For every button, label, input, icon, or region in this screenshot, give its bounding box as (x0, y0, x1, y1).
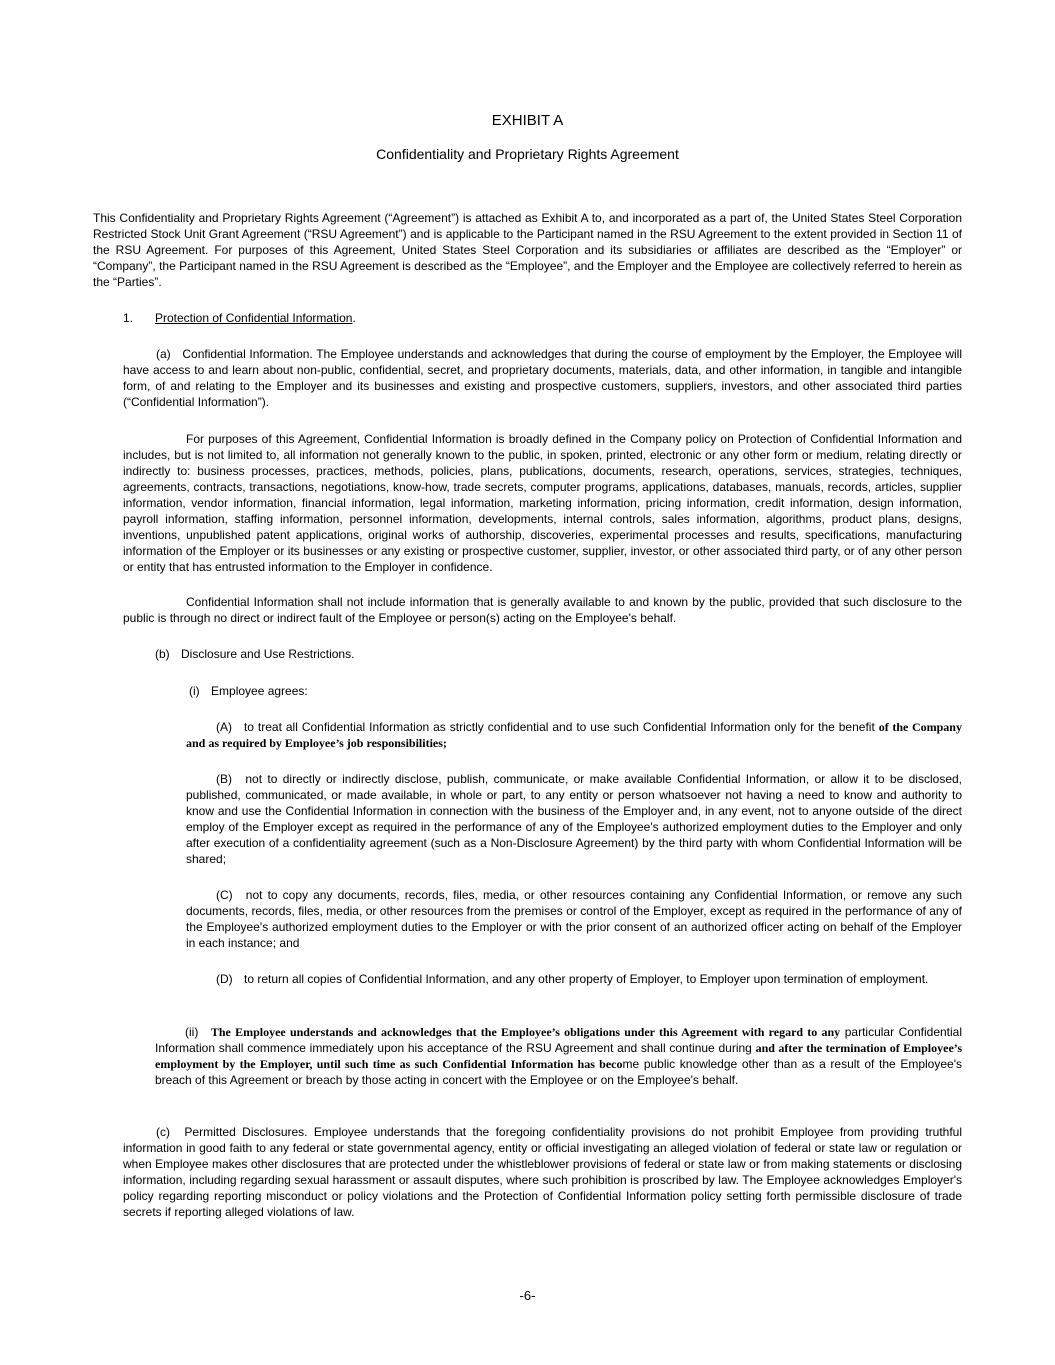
section-c-label: (c) (156, 1125, 170, 1139)
clause-b (186, 771, 962, 867)
section-a-text: Confidential Information. The Employee understands and acknowledges that during the course of employment by the Employer, the Employee will have access to and learn about non-public, confidential, secret, and proprietary documents, materials, data, and other information, in tangible and intangible form, of and relating to the Employer and its businesses and existing and prospective customers, suppliers, investors, and other associated third parties (“Confidential Information”). (123, 347, 962, 409)
clause-c-label: (C) (216, 888, 233, 902)
subsection-ii-text-2: me public knowledge other than as a result of the Employee's breach of this Agreement or breach by those acting in concert with the Employee or on the Employee's behalf. (155, 1057, 962, 1087)
clause-a (186, 719, 962, 751)
agreement-subtitle: Confidentiality and Proprietary Rights Agreement (376, 146, 679, 162)
clause-d (186, 971, 962, 987)
section-title: Protection of Confidential Information (155, 311, 353, 325)
subsection-i (189, 683, 308, 699)
exclusion-paragraph: Confidential Information shall not include information that is generally available to and known by the public, provided that such disclosure to the public is through no direct or indirect fault of the Employee or person(s) acting on the Employee's behalf. (123, 595, 962, 625)
subsection-ii-label: (ii) (185, 1025, 199, 1039)
clause-a-label: (A) (216, 720, 232, 734)
section-c-paragraph (123, 1124, 962, 1220)
section-b-heading (155, 646, 354, 662)
clause-c (186, 887, 962, 951)
clause-b-label: (B) (216, 772, 232, 786)
section-1-heading (123, 310, 356, 326)
exhibit-heading: EXHIBIT A (491, 112, 564, 129)
section-b-title: Disclosure and Use Restrictions. (181, 647, 355, 661)
page-number: -6- (519, 1288, 536, 1303)
subsection-ii-bold-1: The Employee understands and acknowledges that the Employee’s obligations under this Agreement with regard to any (210, 1025, 841, 1039)
subsection-ii (155, 1024, 962, 1088)
clause-a-bold: of the Company and as required by Employee’s job responsibilities; (186, 720, 962, 750)
subsection-i-label: (i) (189, 684, 200, 698)
subsection-i-text: Employee agrees: (211, 684, 308, 698)
clause-d-label: (D) (216, 972, 233, 986)
clause-b-text: not to directly or indirectly disclose, publish, communicate, or make available Confidential Information, or allow it to be disclosed, published, communicated, or made available, in whole or part, to any entity or person whatsoever not having a need to know and authority to know and use the Confidential Information in connection with the business of the Employer and, in any event, not to anyone outside of the direct employ of the Employer except as required in the performance of any of the Employee's authorized employment duties to the Employer and only after execution of a confidentiality agreement (such as a Non-Disclosure Agreement) by the third party with whom Confidential Information will be shared; (186, 772, 962, 866)
subsection-ii-text-1: particular Confidential Information shall commence immediately upon his acceptance of the RSU Agreement and shall continue during (155, 1025, 962, 1055)
clause-c-text: not to copy any documents, records, files, media, or other resources containing any Confidential Information, or remove any such documents, records, files, media, or other resources from the premises or control of the Employer, except as required in the performance of any of the Employee's authorized employment duties to the Employer or with the prior consent of an authorized officer acting on behalf of the Employer in each instance; and (186, 888, 962, 950)
subsection-ii-bold-2: and after the termination of Employee’s employment by the Employer, until such time as such Confidential Information has beco (155, 1041, 963, 1071)
section-c-text: Permitted Disclosures. Employee understands that the foregoing confidentiality provisions do not prohibit Employee from providing truthful information in good faith to any federal or state governmental agency, entity or official investigating an alleged violation of federal or state law or regulation or when Employee makes other disclosures that are protected under the whistleblower provisions of federal or state law or from making statements or disclosing information, including regarding sexual harassment or assault disputes, where such prohibition is proscribed by law. The Employee acknowledges Employer's policy regarding reporting misconduct or policy violations and the Protection of Confidential Information policy setting forth permissible disclosure of trade secrets if reporting alleged violations of law. (123, 1125, 963, 1219)
section-title-period: . (352, 311, 356, 325)
section-number: 1. (123, 311, 134, 325)
section-a-label: (a) (156, 347, 171, 361)
clause-d-text: to return all copies of Confidential Information, and any other property of Employer, to Employer upon termination of employment. (244, 972, 929, 986)
intro-paragraph: This Confidentiality and Proprietary Rights Agreement (“Agreement”) is attached as Exhibit A to, and incorporated as a part of, the United States Steel Corporation Restricted Stock Unit Grant Agreement (“RSU Agreement”) and is applicable to the Participant named in the RSU Agreement to the extent provided in Section 11 of the RSU Agreement. For purposes of this Agreement, United States Steel Corporation and its subsidiaries or affiliates are described as the “Employer” or “Company”, the Participant named in the RSU Agreement is described as the “Employee”, and the Employer and the Employee are collectively referred to herein as the “Parties”. (93, 211, 962, 289)
definition-paragraph: For purposes of this Agreement, Confidential Information is broadly defined in the Company policy on Protection of Confidential Information and includes, but is not limited to, all information not generally known to the public, in spoken, printed, electronic or any other form or medium, relating directly or indirectly to: business processes, practices, methods, policies, plans, publications, documents, research, operations, services, strategies, techniques, agreements, contracts, transactions, negotiations, know-how, trade secrets, computer programs, applications, databases, manuals, records, articles, supplier information, vendor information, financial information, legal information, marketing information, pricing information, credit information, design information, payroll information, staffing information, personnel information, developments, internal controls, sales information, algorithms, product plans, designs, inventions, unpublished patent applications, original works of authorship, discoveries, experimental processes and results, specifications, manufacturing information of the Employer or its businesses or any existing or prospective customer, supplier, investor, or other associated third party, or of any other person or entity that has entrusted information to the Employer in confidence. (123, 432, 962, 574)
section-a-paragraph (123, 346, 962, 410)
section-b-label: (b) (155, 647, 170, 661)
clause-a-text: to treat all Confidential Information as strictly confidential and to use such Confidential Information only for the benefit (243, 720, 875, 734)
